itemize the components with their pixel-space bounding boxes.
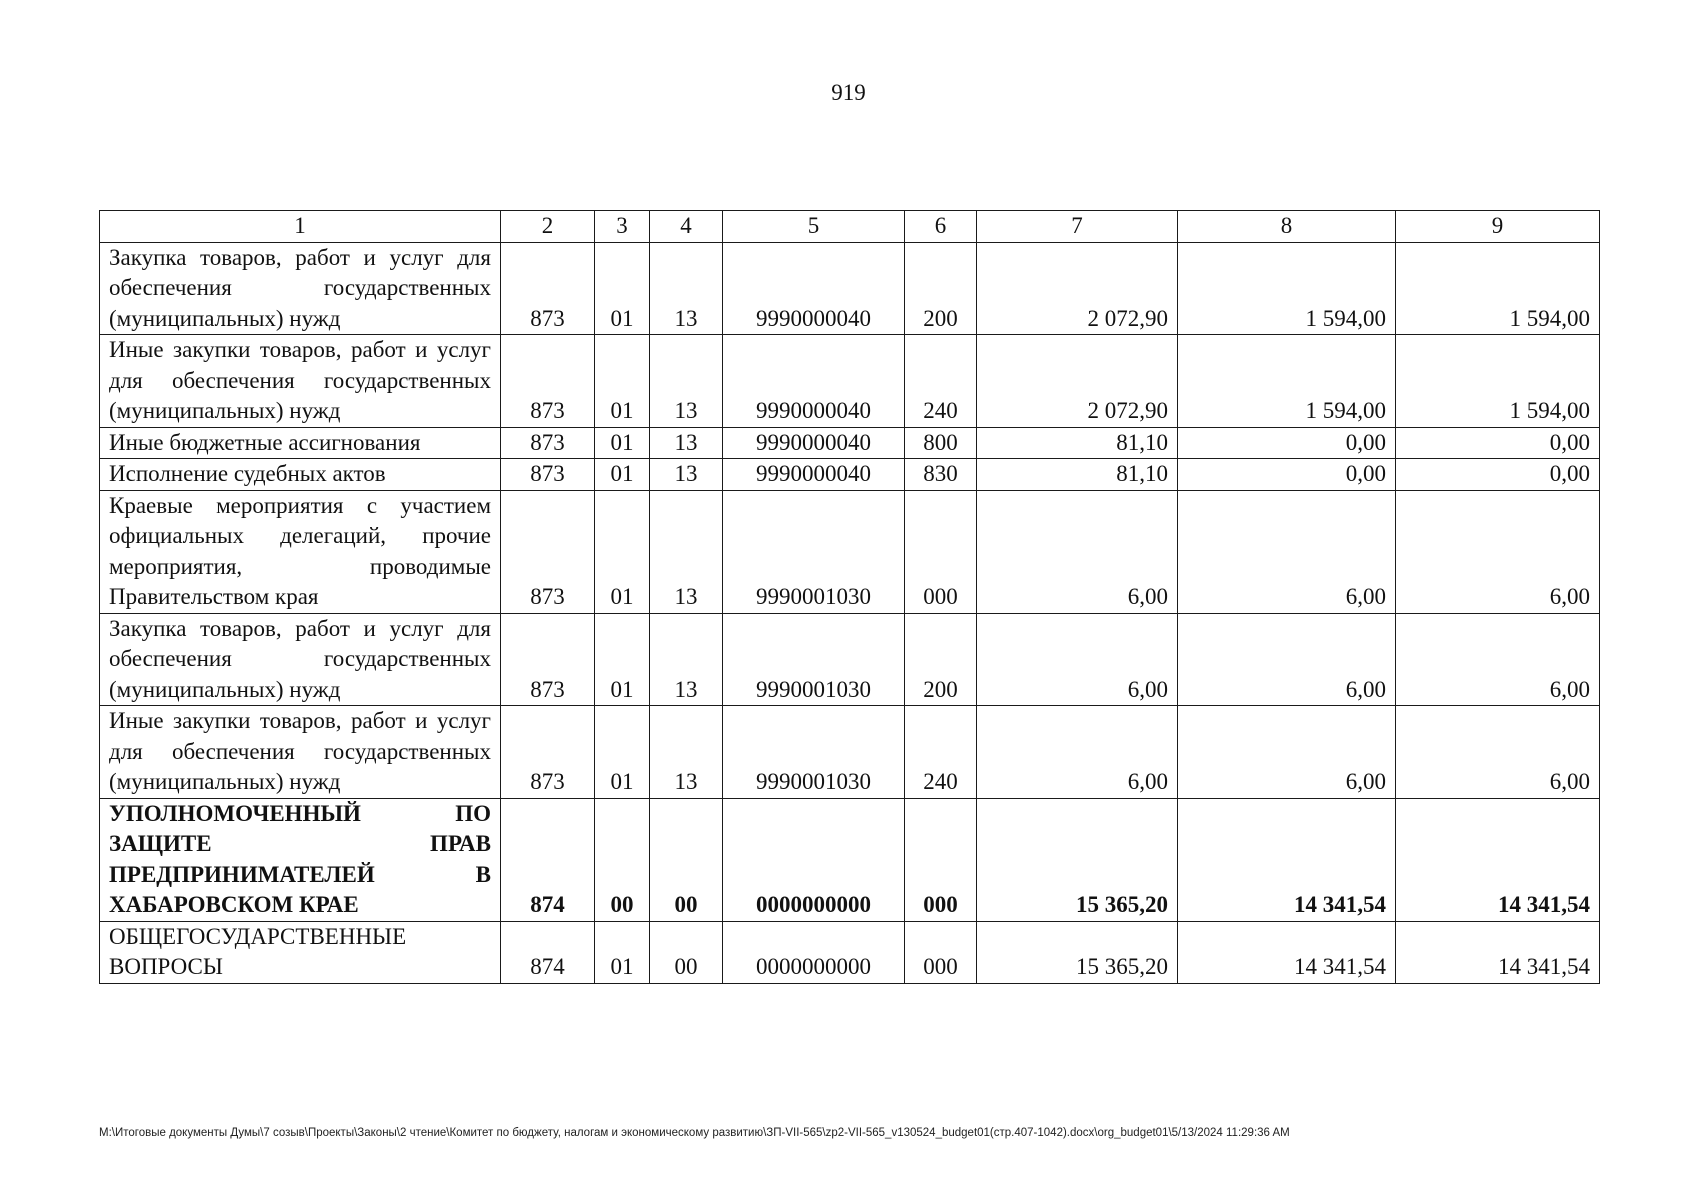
row-cell-col7: 6,00 [977,706,1178,799]
header-cell-2: 2 [501,211,595,243]
row-cell-col8: 6,00 [1178,706,1396,799]
row-cell-col5: 9990001030 [723,490,905,613]
budget-table [99,210,1600,984]
row-cell-col8: 0,00 [1178,427,1396,459]
page-number: 919 [831,80,866,105]
row-cell-col7: 2 072,90 [977,242,1178,335]
row-cell-col7: 6,00 [977,613,1178,706]
row-cell-col4: 13 [650,427,723,459]
row-cell-col7: 81,10 [977,427,1178,459]
row-cell-col2: 874 [501,921,595,983]
header-cell-8: 8 [1178,211,1396,243]
row-cell-col6: 000 [905,490,977,613]
row-name-cell: УПОЛНОМОЧЕННЫЙ ПО ЗАЩИТЕ ПРАВ ПРЕДПРИНИМАТЕЛЕЙ В ХАБАРОВСКОМ КРАЕ [100,798,501,921]
row-cell-col3: 01 [595,335,650,428]
row-cell-col3: 01 [595,242,650,335]
row-cell-col9: 1 594,00 [1396,242,1600,335]
table-row [100,490,1600,613]
table-row [100,335,1600,428]
row-cell-col8: 6,00 [1178,613,1396,706]
row-cell-col9: 6,00 [1396,490,1600,613]
row-name-cell: ОБЩЕГОСУДАРСТВЕННЫЕ ВОПРОСЫ [100,921,501,983]
row-cell-col3: 01 [595,613,650,706]
table-row [100,706,1600,799]
row-cell-col3: 01 [595,427,650,459]
row-cell-col4: 13 [650,490,723,613]
row-cell-col9: 14 341,54 [1396,921,1600,983]
row-cell-col9: 0,00 [1396,459,1600,491]
row-cell-col9: 14 341,54 [1396,798,1600,921]
footer-file-path: М:\Итоговые документы Думы\7 созыв\Проекты\Законы\2 чтение\Комитет по бюджету, налогам и экономическому развитию\ЗП-VII-565\zp2-VII-565_v130524_budget01(стр.407-1042).docx\org_budget01\5/13/2024 11:29:36 AM [99,1127,1290,1139]
header-cell-6: 6 [905,211,977,243]
header-cell-3: 3 [595,211,650,243]
row-cell-col6: 830 [905,459,977,491]
table-row [100,427,1600,459]
row-cell-col4: 00 [650,921,723,983]
row-cell-col5: 9990000040 [723,335,905,428]
table-row [100,613,1600,706]
row-cell-col6: 800 [905,427,977,459]
header-cell-1: 1 [100,211,501,243]
row-cell-col4: 13 [650,242,723,335]
table-body [100,211,1600,984]
row-cell-col6: 240 [905,706,977,799]
table-row [100,921,1600,983]
row-name-cell: Краевые мероприятия с участием официальных делегаций, прочие мероприятия, проводимые Правительством края [100,490,501,613]
row-name-cell: Иные закупки товаров, работ и услуг для обеспечения государственных (муниципальных) нужд [100,335,501,428]
row-cell-col2: 873 [501,613,595,706]
row-name-cell: Закупка товаров, работ и услуг для обеспечения государственных (муниципальных) нужд [100,613,501,706]
row-cell-col5: 9990000040 [723,242,905,335]
row-cell-col2: 873 [501,242,595,335]
row-cell-col8: 1 594,00 [1178,242,1396,335]
row-cell-col9: 6,00 [1396,613,1600,706]
row-cell-col7: 2 072,90 [977,335,1178,428]
row-cell-col6: 000 [905,798,977,921]
row-cell-col2: 873 [501,459,595,491]
row-cell-col7: 6,00 [977,490,1178,613]
row-cell-col5: 9990000040 [723,459,905,491]
row-cell-col2: 873 [501,490,595,613]
table-row [100,459,1600,491]
header-cell-9: 9 [1396,211,1600,243]
row-cell-col2: 873 [501,706,595,799]
row-cell-col8: 1 594,00 [1178,335,1396,428]
row-cell-col2: 874 [501,798,595,921]
row-cell-col5: 0000000000 [723,798,905,921]
header-cell-4: 4 [650,211,723,243]
row-cell-col3: 01 [595,490,650,613]
row-name-cell: Закупка товаров, работ и услуг для обеспечения государственных (муниципальных) нужд [100,242,501,335]
row-cell-col6: 200 [905,242,977,335]
row-name-cell: Иные закупки товаров, работ и услуг для обеспечения государственных (муниципальных) нужд [100,706,501,799]
row-cell-col5: 0000000000 [723,921,905,983]
row-cell-col7: 81,10 [977,459,1178,491]
row-cell-col3: 01 [595,921,650,983]
row-cell-col5: 9990001030 [723,706,905,799]
row-cell-col9: 0,00 [1396,427,1600,459]
row-cell-col4: 13 [650,706,723,799]
row-cell-col9: 1 594,00 [1396,335,1600,428]
row-cell-col6: 240 [905,335,977,428]
row-cell-col2: 873 [501,427,595,459]
row-cell-col8: 6,00 [1178,490,1396,613]
row-name-cell: Исполнение судебных актов [100,459,501,491]
row-cell-col5: 9990001030 [723,613,905,706]
row-cell-col4: 13 [650,459,723,491]
row-name-cell: Иные бюджетные ассигнования [100,427,501,459]
row-cell-col4: 13 [650,335,723,428]
row-cell-col7: 15 365,20 [977,798,1178,921]
row-cell-col6: 200 [905,613,977,706]
table-row [100,798,1600,921]
row-cell-col3: 01 [595,706,650,799]
header-cell-7: 7 [977,211,1178,243]
row-cell-col9: 6,00 [1396,706,1600,799]
row-cell-col8: 14 341,54 [1178,921,1396,983]
row-cell-col3: 00 [595,798,650,921]
row-cell-col4: 13 [650,613,723,706]
table-row [100,242,1600,335]
table-header-row [100,211,1600,243]
row-cell-col4: 00 [650,798,723,921]
row-cell-col5: 9990000040 [723,427,905,459]
row-cell-col3: 01 [595,459,650,491]
row-cell-col2: 873 [501,335,595,428]
row-cell-col8: 0,00 [1178,459,1396,491]
row-cell-col6: 000 [905,921,977,983]
row-cell-col7: 15 365,20 [977,921,1178,983]
row-cell-col8: 14 341,54 [1178,798,1396,921]
header-cell-5: 5 [723,211,905,243]
